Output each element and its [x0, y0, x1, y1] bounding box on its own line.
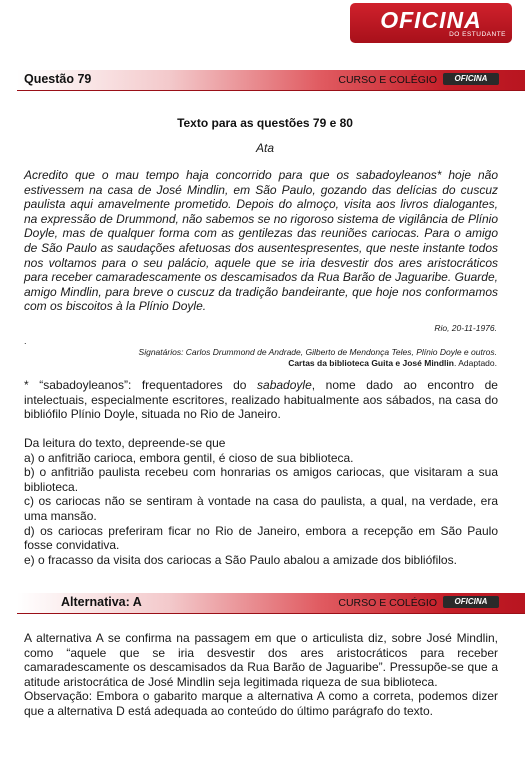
- passage-text: Acredito que o mau tempo haja concorrido para que os sabadoyleanos* hoje não estivessem na casa de José Mindlin, em São Paulo, gozando das delícias do cuscuz paulista aqui amavelmente prometido. Depois do almoço, visita aos livros dialogantes, na expressão de Drummond, não sabemos se no rigoroso sistema de vigilância de Plínio Doyle, mas de qualquer forma com as gentilezas das reuniões cariocas. Para o amigo de São Paulo as saudações afetuosas dos ausentespresentes, que neste instante todos nos voltamos para o seu palácio, aquele que se iria desvestir dos ares aristocráticos para receber camaradescamente os descamisados da Rua Barão de Jaguaribe. Guarde, amigo Mindlin, para breve o cuscuz da tradição bandeirante, que hoje nos conformamos com os biscoitos à la Plínio Doyle.: [24, 168, 498, 314]
- option-b: b) o anfitrião paulista recebeu com honrarias os amigos cariocas, que visitaram a sua biblioteca.: [24, 465, 498, 494]
- date-line: Rio, 20-11-1976.: [434, 323, 497, 333]
- source-title: Cartas da biblioteca Guita e José Mindlin: [288, 358, 454, 368]
- question-block: [24, 436, 498, 567]
- footnote-pre: * “sabadoyleanos”: frequentadores do: [24, 378, 258, 392]
- source-citation: [288, 358, 497, 368]
- option-e: e) o fracasso da visita dos cariocas a São Paulo abalou a amizade dos bibliófilos.: [24, 552, 457, 567]
- question-stem: Da leitura do texto, depreende-se que: [24, 436, 226, 450]
- course-label: CURSO E COLÉGIO: [338, 597, 437, 609]
- answer-justification: A alternativa A se confirma na passagem em que o articulista diz, sobre José Mindlin, como “aquele que se iria desvestir dos ares aristocráticos para receber camaradescamente os descamisados da Rua Barão de Jaguaribe”. Pressupõe-se que a atitude aristocrática de José Mindlin seja legitimada riqueza de sua biblioteca.: [24, 631, 498, 689]
- footnote-italic: sabadoyle: [257, 378, 312, 392]
- oficina-logo: [350, 3, 512, 43]
- option-d: d) os cariocas preferiram ficar no Rio de Janeiro, embora a recepção em São Paulo fosse convidativa.: [24, 523, 498, 553]
- footnote: [24, 378, 498, 422]
- footnote-post: , nome dado ao encontro de intelectuais, especialmente escritores, realizado habitualmente aos sábados, na casa do bibliófilo Plínio Doyle, situada no Rio de Janeiro.: [24, 378, 498, 422]
- answer-explanation: [24, 631, 498, 719]
- logo-subtitle: DO ESTUDANTE: [449, 31, 506, 38]
- option-c: c) os cariocas não se sentiram à vontade na casa do paulista, a qual, na verdade, era uma mansão.: [24, 494, 498, 523]
- course-label: CURSO E COLÉGIO: [338, 74, 437, 86]
- mini-logo: OFICINA: [443, 596, 499, 608]
- answer-observation: Observação: Embora o gabarito marque a alternativa A como a correta, podemos dizer que a alternativa D está adequada ao conteúdo do último parágrafo do texto.: [24, 689, 498, 718]
- answer-title: Alternativa: A: [61, 595, 142, 609]
- source-suffix: . Adaptado.: [453, 358, 497, 368]
- stray-dot: .: [24, 336, 27, 346]
- mini-logo: OFICINA: [443, 73, 499, 85]
- question-number: Questão 79: [24, 72, 92, 86]
- text-title: Texto para as questões 79 e 80: [177, 116, 353, 130]
- answer-header-bar: [17, 593, 525, 614]
- signatories: Signatários: Carlos Drummond de Andrade, Gilberto de Mendonça Teles, Plínio Doyle e outros.: [138, 347, 497, 357]
- option-a: a) o anfitrião carioca, embora gentil, é cioso de sua biblioteca.: [24, 450, 354, 465]
- question-header-bar: [17, 70, 525, 91]
- text-subtitle: Ata: [255, 141, 274, 155]
- logo-wordmark: OFICINA: [380, 7, 482, 33]
